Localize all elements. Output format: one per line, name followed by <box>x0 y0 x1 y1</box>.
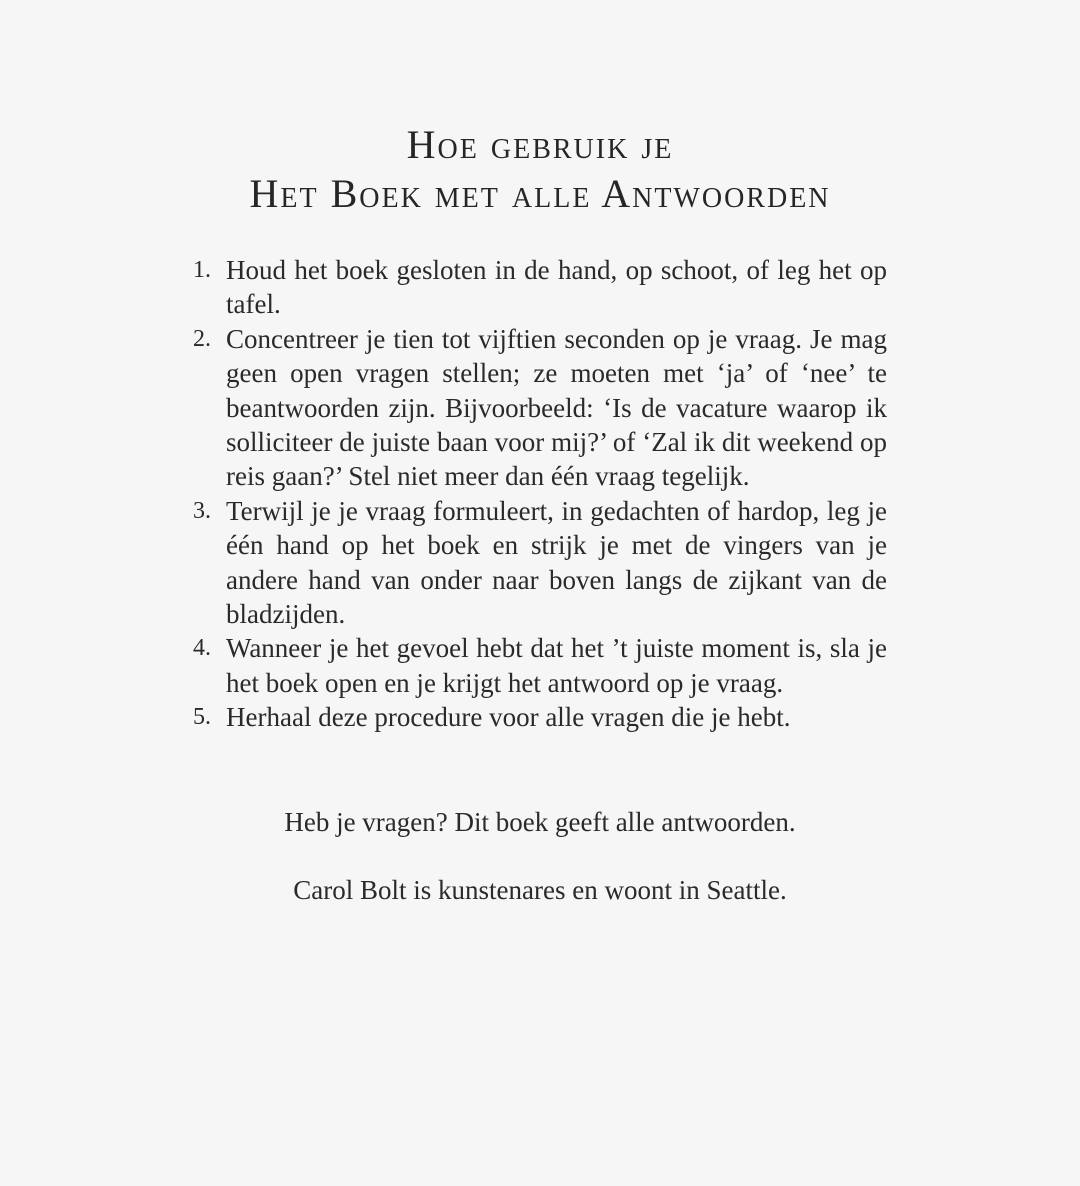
step-number: 1. <box>193 257 211 283</box>
step-text: Houd het boek gesloten in de hand, op schoot, of leg het op tafel. <box>226 255 887 320</box>
instruction-step-4 <box>193 631 887 700</box>
closing-question: Heb je vragen? Dit boek geeft alle antwoorden. <box>284 807 796 837</box>
title-line-1: Hoe gebruik je <box>406 122 674 167</box>
instruction-step-2 <box>193 322 887 494</box>
step-text: Concentreer je tien tot vijftien seconden op je vraag. Je mag geen open vragen stellen; ze moeten met ‘ja’ of ‘nee’ te beantwoorden zijn. Bijvoorbeeld: ‘Is de vacature waarop ik solliciteer de juiste baan voor mij?’ of ‘Zal ik dit weekend op reis gaan?’ Stel niet meer dan één vraag tegelijk. <box>226 323 887 492</box>
instruction-list <box>193 253 887 735</box>
step-number: 4. <box>193 635 211 662</box>
title-line-2: Het Boek met alle Antwoorden <box>249 171 831 216</box>
step-number: 3. <box>193 497 211 524</box>
step-number: 2. <box>193 325 211 352</box>
step-text: Terwijl je je vraag formuleert, in gedachten of hardop, leg je één hand op het boek en strijk je met de vingers van je andere hand van onder naar boven langs de zijkant van de bladzijden. <box>226 495 887 630</box>
author-note: Carol Bolt is kunstenares en woont in Seattle. <box>293 875 787 905</box>
instruction-step-5 <box>193 700 887 734</box>
instruction-step-1 <box>193 253 887 322</box>
step-text: Herhaal deze procedure voor alle vragen die je hebt. <box>226 702 791 733</box>
page-title <box>0 120 1080 218</box>
step-number: 5. <box>193 704 211 731</box>
step-text: Wanneer je het gevoel hebt dat het ’t juiste moment is, sla je het boek open en je krijgt het antwoord op je vraag. <box>226 633 887 698</box>
instruction-step-3 <box>193 494 887 632</box>
